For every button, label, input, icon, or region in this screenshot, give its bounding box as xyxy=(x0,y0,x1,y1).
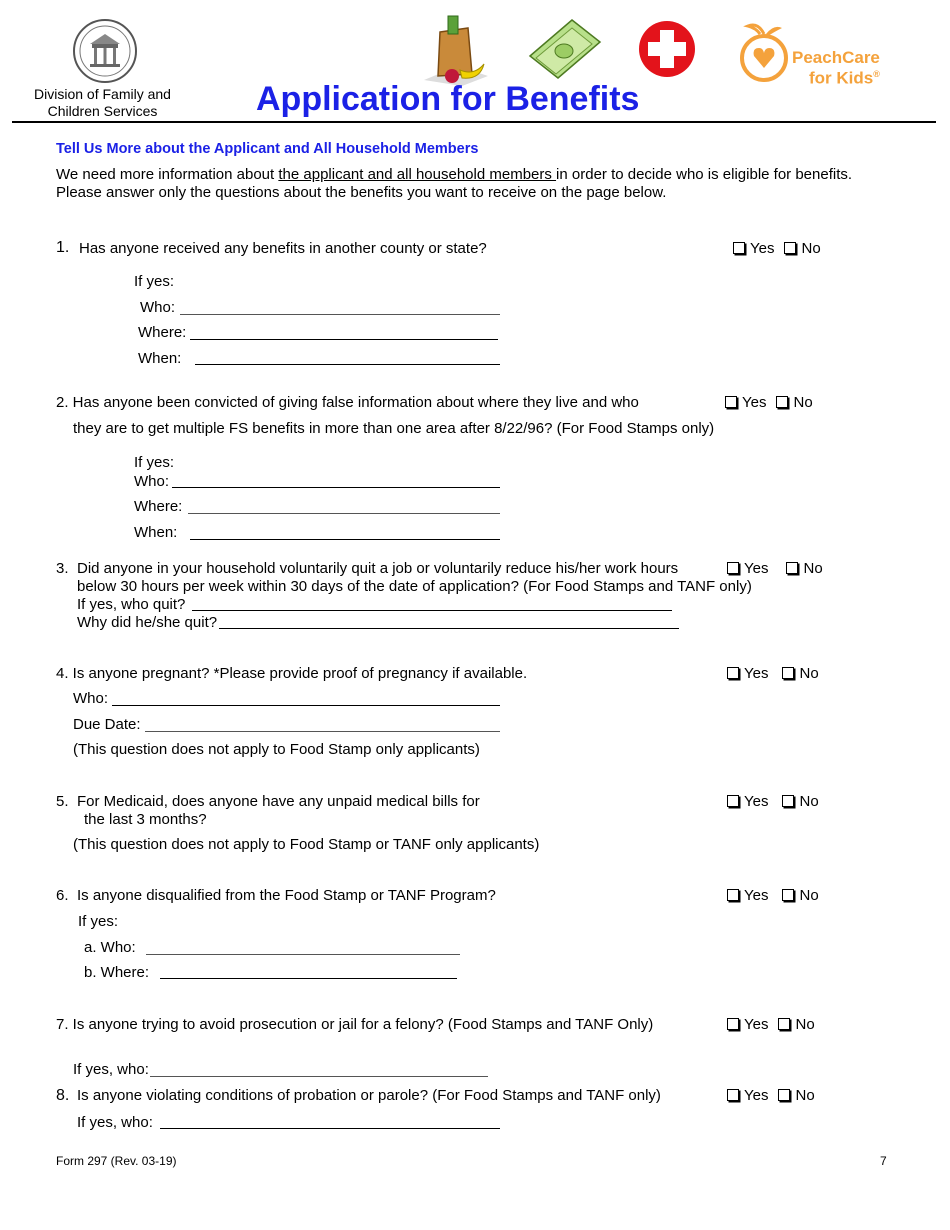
q1-when-label: When: xyxy=(138,350,182,367)
money-icon xyxy=(526,18,602,85)
intro-paragraph-line-2: Please answer only the questions about the benefits you want to receive on the page below. xyxy=(56,184,667,201)
q1-who-field[interactable] xyxy=(180,314,500,315)
q5-line-2: the last 3 months? xyxy=(84,811,207,828)
q4-no-label: No xyxy=(799,665,819,682)
q2-no-checkbox[interactable] xyxy=(776,396,788,408)
q3-why-quit-field[interactable] xyxy=(219,628,679,629)
q5-line-1: For Medicaid, does anyone have any unpaid medical bills for xyxy=(77,793,480,810)
q6-yes-label: Yes xyxy=(744,887,769,904)
q7-yes-no xyxy=(727,1016,825,1033)
page-number: 7 xyxy=(880,1154,887,1168)
q1-where-field[interactable] xyxy=(190,339,498,340)
q1-yes-option[interactable] xyxy=(733,240,774,257)
q2-if-yes-label: If yes: xyxy=(134,454,175,471)
q4-yes-checkbox[interactable] xyxy=(727,667,739,679)
q7-if-yes-who-label: If yes, who: xyxy=(73,1061,149,1078)
q7-no-label: No xyxy=(795,1016,815,1033)
q8-no-checkbox[interactable] xyxy=(778,1089,790,1101)
intro-text-post: in order to decide who is eligible for benefits. xyxy=(556,166,853,183)
intro-paragraph-line-1 xyxy=(56,166,852,183)
q8-yes-no xyxy=(727,1087,825,1104)
q3-yes-checkbox[interactable] xyxy=(727,562,739,574)
q2-who-field[interactable] xyxy=(172,487,500,488)
q6-number: 6. xyxy=(56,887,69,904)
q1-no-checkbox[interactable] xyxy=(784,242,796,254)
state-seal-logo xyxy=(72,18,138,89)
q6-text: Is anyone disqualified from the Food Stamp or TANF Program? xyxy=(77,887,496,904)
q7-who-field[interactable] xyxy=(150,1076,488,1077)
q4-note: (This question does not apply to Food Stamp only applicants) xyxy=(73,741,480,758)
q3-why-quit-label: Why did he/she quit? xyxy=(77,614,218,631)
q6-no-option[interactable] xyxy=(782,887,818,904)
q4-due-date-field[interactable] xyxy=(145,731,500,732)
q6-yes-no xyxy=(727,887,829,904)
q3-no-option[interactable] xyxy=(786,560,822,577)
q1-if-yes-label: If yes: xyxy=(134,273,175,290)
q2-when-field[interactable] xyxy=(190,539,500,540)
agency-line-2: Children Services xyxy=(47,103,158,119)
q5-no-checkbox[interactable] xyxy=(782,795,794,807)
q6-no-checkbox[interactable] xyxy=(782,889,794,901)
q8-text: Is anyone violating conditions of probation or parole? (For Food Stamps and TANF only) xyxy=(77,1087,661,1104)
q2-no-label: No xyxy=(793,394,813,411)
q7-yes-label: Yes xyxy=(744,1016,769,1033)
q8-number: 8. xyxy=(56,1087,70,1104)
q2-yes-checkbox[interactable] xyxy=(725,396,737,408)
q4-no-checkbox[interactable] xyxy=(782,667,794,679)
q4-who-field[interactable] xyxy=(112,705,500,706)
q2-where-field[interactable] xyxy=(188,513,500,514)
q2-yes-option[interactable] xyxy=(725,394,766,411)
q8-yes-option[interactable] xyxy=(727,1087,768,1104)
q1-no-label: No xyxy=(801,240,821,257)
q1-number: 1. xyxy=(56,239,70,256)
q2-line-1: 2. Has anyone been convicted of giving false information about where they live and who xyxy=(56,394,639,411)
q3-who-quit-label: If yes, who quit? xyxy=(77,596,186,613)
header-rule xyxy=(12,121,936,123)
q2-no-option[interactable] xyxy=(776,394,812,411)
q3-no-checkbox[interactable] xyxy=(786,562,798,574)
section-heading: Tell Us More about the Applicant and All Household Members xyxy=(56,141,479,157)
q1-text: Has anyone received any benefits in another county or state? xyxy=(79,240,487,257)
agency-line-1: Division of Family and xyxy=(34,86,171,102)
q1-yes-checkbox[interactable] xyxy=(733,242,745,254)
q8-no-label: No xyxy=(795,1087,815,1104)
q5-yes-label: Yes xyxy=(744,793,769,810)
q4-who-label: Who: xyxy=(73,690,109,707)
q8-if-yes-who-label: If yes, who: xyxy=(77,1114,153,1131)
q8-yes-label: Yes xyxy=(744,1087,769,1104)
q5-yes-checkbox[interactable] xyxy=(727,795,739,807)
q2-when-label: When: xyxy=(134,524,178,541)
form-id: Form 297 (Rev. 03-19) xyxy=(56,1154,177,1168)
q6-who-field[interactable] xyxy=(146,954,460,955)
q4-due-date-label: Due Date: xyxy=(73,716,141,733)
q1-where-label: Where: xyxy=(138,324,187,341)
red-cross-icon xyxy=(638,20,696,83)
page-title: Application for Benefits xyxy=(256,80,640,118)
peachcare-line-1: PeachCare xyxy=(792,48,880,67)
q5-no-label: No xyxy=(799,793,819,810)
q3-line-1: Did anyone in your household voluntarily quit a job or voluntarily reduce his/her work hours xyxy=(77,560,679,577)
q1-yes-no xyxy=(733,240,831,257)
q3-no-label: No xyxy=(803,560,823,577)
q4-text: 4. Is anyone pregnant? *Please provide proof of pregnancy if available. xyxy=(56,665,528,682)
peachcare-wordmark xyxy=(792,50,880,87)
q1-when-field[interactable] xyxy=(195,364,500,365)
q6-if-yes-label: If yes: xyxy=(78,913,119,930)
peachcare-logo xyxy=(738,20,790,89)
q5-yes-no xyxy=(727,793,829,810)
q4-yes-no xyxy=(727,665,829,682)
q3-line-2: below 30 hours per week within 30 days of the date of application? (For Food Stamps and TANF only) xyxy=(77,578,752,595)
q1-who-label: Who: xyxy=(140,299,176,316)
q5-yes-option[interactable] xyxy=(727,793,768,810)
q7-text: 7. Is anyone trying to avoid prosecution or jail for a felony? (Food Stamps and TANF Only) xyxy=(56,1016,654,1033)
registered-mark: ® xyxy=(873,69,880,79)
q3-yes-no xyxy=(727,560,833,577)
q6-yes-option[interactable] xyxy=(727,887,768,904)
q1-yes-label: Yes xyxy=(750,240,775,257)
agency-name xyxy=(20,86,185,120)
q7-no-checkbox[interactable] xyxy=(778,1018,790,1030)
q6-yes-checkbox[interactable] xyxy=(727,889,739,901)
q7-no-option[interactable] xyxy=(778,1016,814,1033)
q2-line-2: they are to get multiple FS benefits in more than one area after 8/22/96? (For Food Stamps only) xyxy=(73,420,715,437)
q3-number: 3. xyxy=(56,560,69,577)
q8-yes-checkbox[interactable] xyxy=(727,1089,739,1101)
q6-where-label: b. Where: xyxy=(84,964,150,981)
intro-text-pre: We need more information about xyxy=(56,166,279,183)
q2-yes-label: Yes xyxy=(742,394,767,411)
q2-where-label: Where: xyxy=(134,498,183,515)
q5-no-option[interactable] xyxy=(782,793,818,810)
q5-number: 5. xyxy=(56,793,69,810)
q3-yes-option[interactable] xyxy=(727,560,768,577)
q5-note: (This question does not apply to Food Stamp or TANF only applicants) xyxy=(73,836,540,853)
q2-who-label: Who: xyxy=(134,473,170,490)
q1-no-option[interactable] xyxy=(784,240,820,257)
q4-yes-label: Yes xyxy=(744,665,769,682)
q6-who-label: a. Who: xyxy=(84,939,136,956)
q3-who-quit-field[interactable] xyxy=(192,610,672,611)
q2-yes-no xyxy=(725,394,823,411)
q6-no-label: No xyxy=(799,887,819,904)
intro-text-underlined: the applicant and all household members xyxy=(278,166,557,183)
q7-yes-checkbox[interactable] xyxy=(727,1018,739,1030)
q4-yes-option[interactable] xyxy=(727,665,768,682)
q8-no-option[interactable] xyxy=(778,1087,814,1104)
q4-no-option[interactable] xyxy=(782,665,818,682)
q6-where-field[interactable] xyxy=(160,978,457,979)
q3-yes-label: Yes xyxy=(744,560,769,577)
peachcare-line-2: for Kids xyxy=(809,68,874,88)
q7-yes-option[interactable] xyxy=(727,1016,768,1033)
q8-who-field[interactable] xyxy=(160,1128,500,1129)
